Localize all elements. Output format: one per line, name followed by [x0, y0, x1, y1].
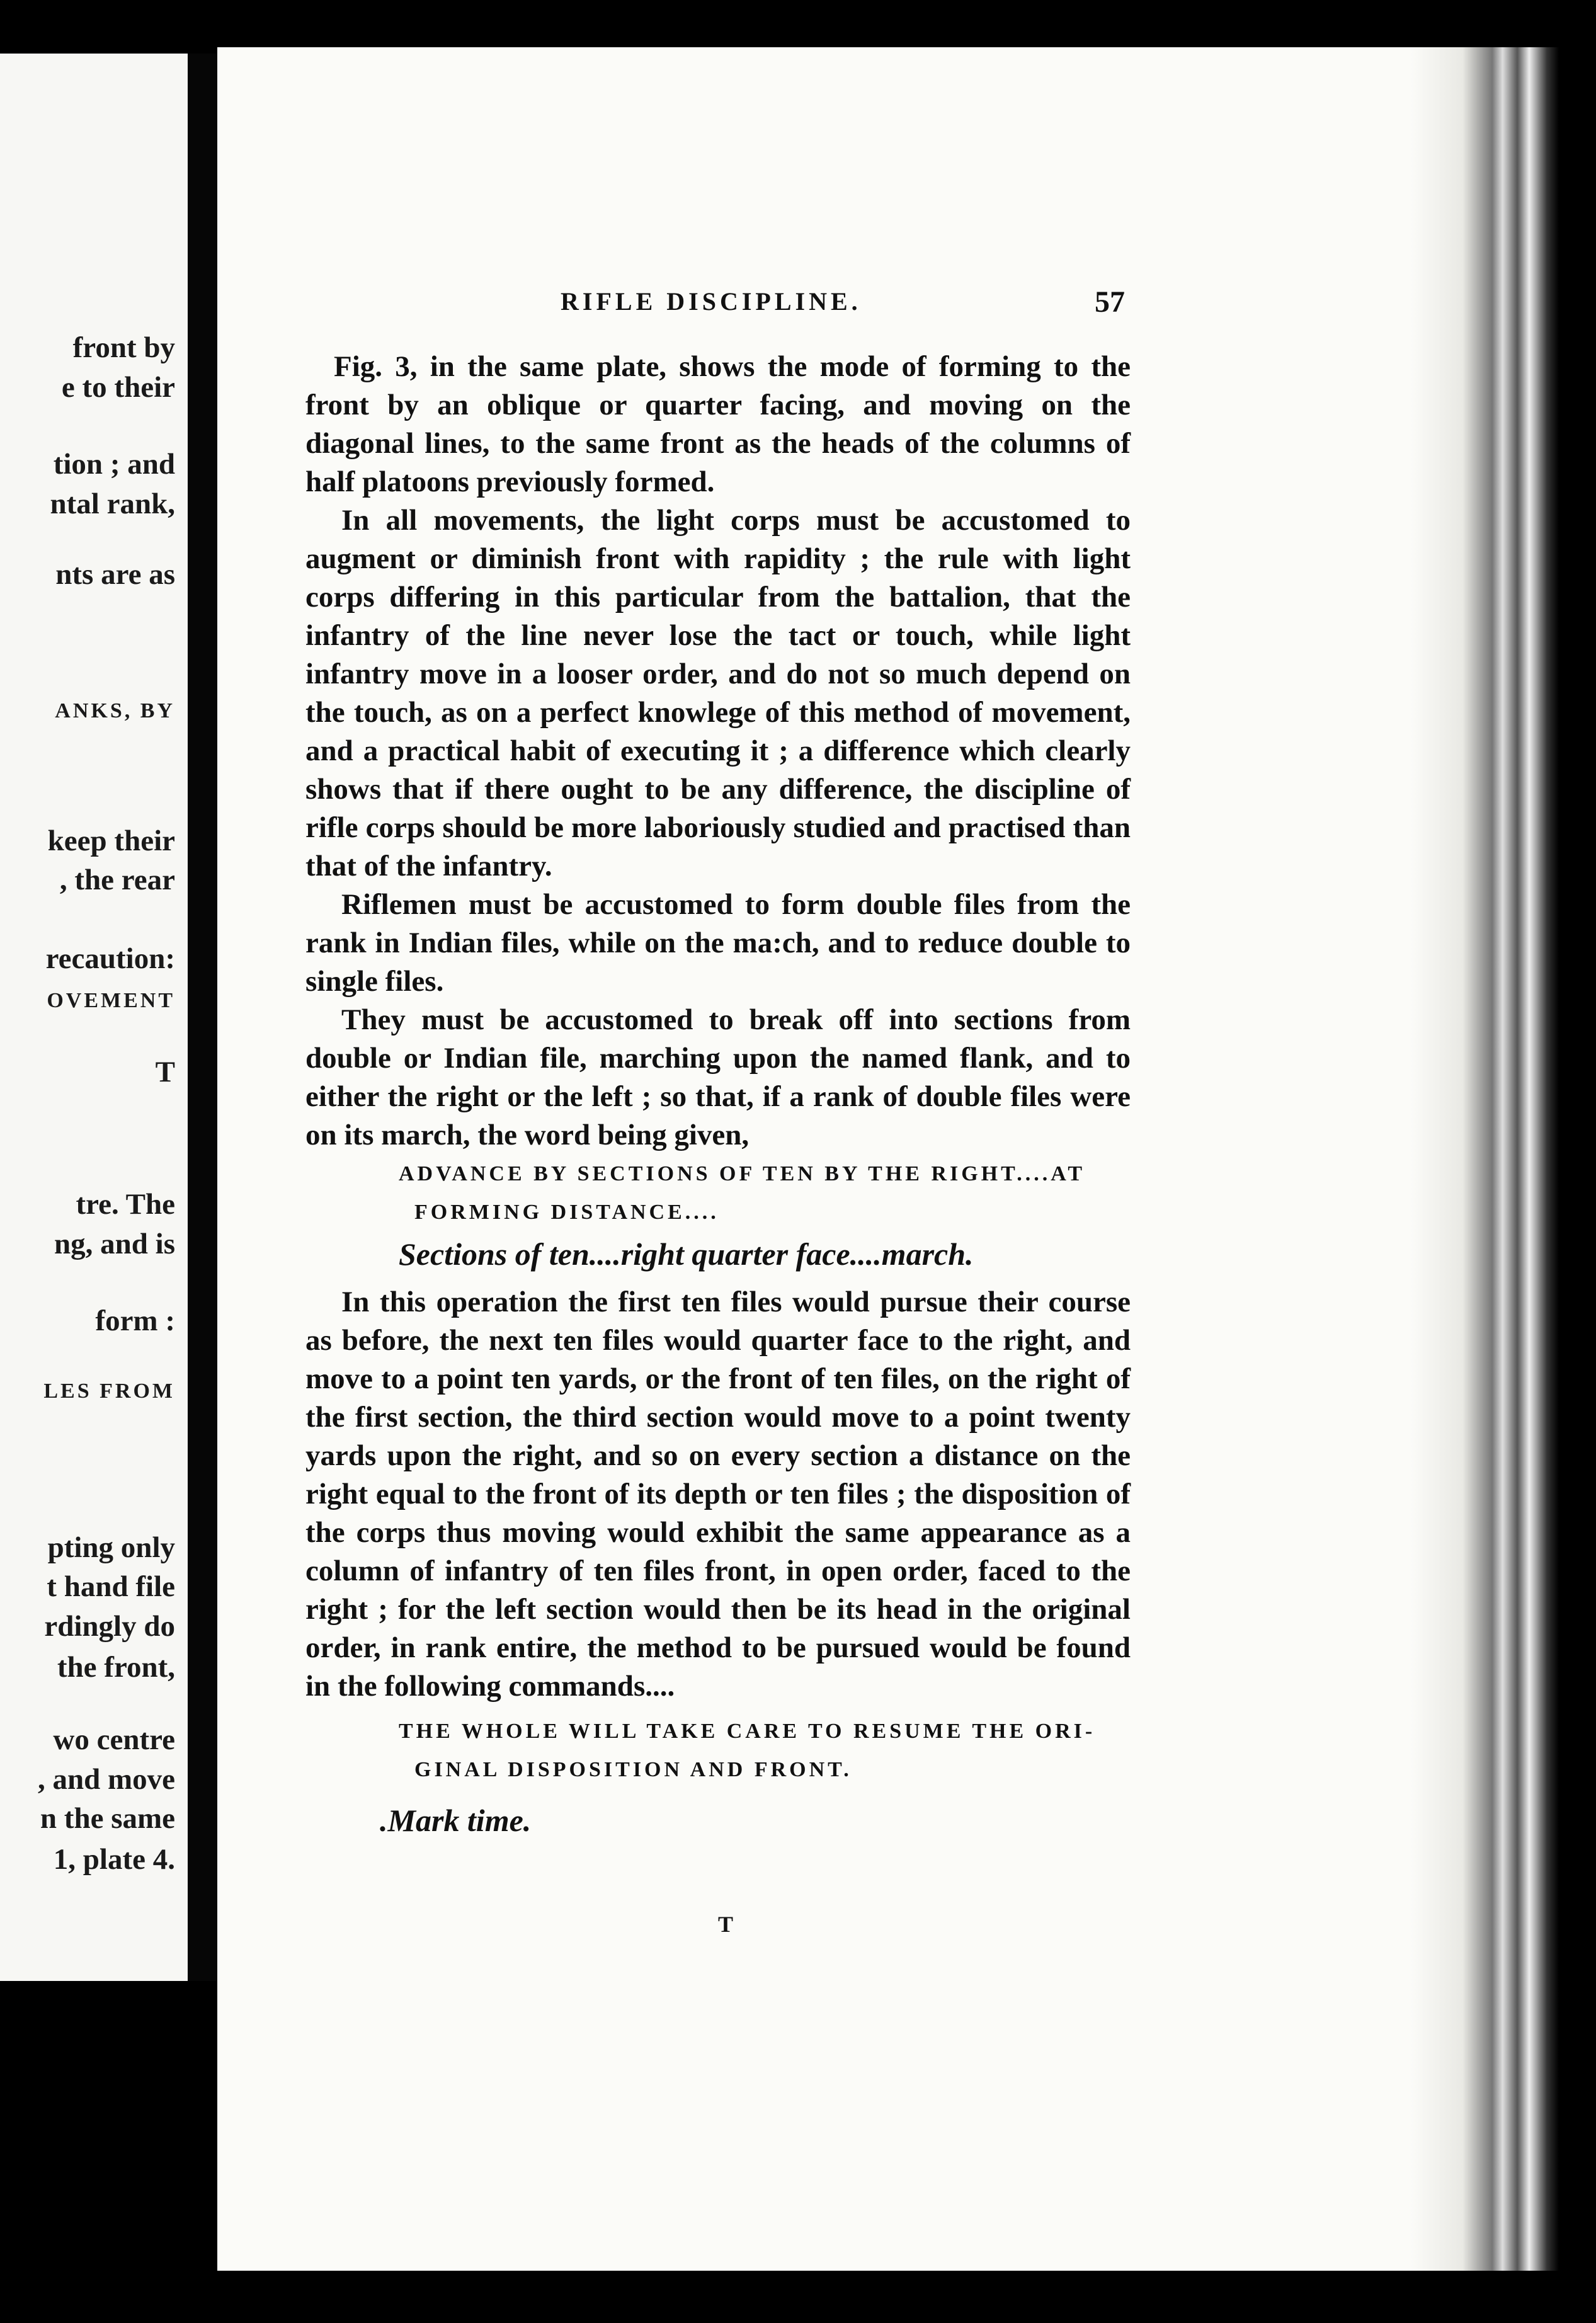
- facing-page-line: n the same: [40, 1802, 175, 1835]
- facing-page-line: e to their: [61, 371, 175, 404]
- book-gutter: [188, 54, 217, 1981]
- facing-page-line: rdingly do: [44, 1610, 175, 1643]
- facing-page-line: ntal rank,: [50, 488, 175, 520]
- facing-page-line: , and move: [37, 1763, 175, 1796]
- paragraph: In this operation the first ten files would pursue their course as before, the next ten files would quarter face to the right, and move to a point ten yards, or the front of ten files, on the right of the first section, the third section would move to a point twenty yards upon the right, and so on every section a distance on the right equal to the front of its depth or ten files ; the disposition of the corps thus moving would exhibit the same appearance as a column of infantry of ten files front, in open order, faced to the right ; for the left section would then be its head in the original order, in rank entire, the method to be pursued would be found in the following commands....: [305, 1286, 1131, 1703]
- word-of-command: Sections of ten....right quarter face....march.: [399, 1236, 974, 1272]
- facing-page-line: recaution:: [45, 942, 175, 975]
- paragraph: In all movements, the light corps must be accustomed to augment or diminish front with rapidity ; the rule with light corps differing in this particular from the battalion, that the infantry of the line never lose the tact or touch, while light infantry move in a looser order, and do not so much depend on the touch, as on a perfect knowlege of this method of movement, and a practical habit of executing it ; a difference which clearly shows that if there ought to be any difference, the discipline of rifle corps should be more laboriously studied and practised than that of the infantry.: [305, 504, 1131, 882]
- facing-page-line: 1, plate 4.: [53, 1843, 175, 1876]
- facing-page-line: t hand file: [47, 1570, 175, 1603]
- facing-page-line: nts are as: [55, 558, 175, 591]
- facing-page-line: pting only: [47, 1531, 175, 1564]
- facing-page-line: LES FROM: [43, 1379, 175, 1403]
- facing-page-fragment: [0, 54, 188, 1981]
- facing-page-line: the front,: [57, 1651, 175, 1684]
- facing-page-line: form :: [95, 1304, 175, 1337]
- paragraph: They must be accustomed to break off into sections from double or Indian file, marching upon the named flank, and to either the right or the left ; so that, if a rank of double files were on its march, the word being given,: [305, 1003, 1131, 1151]
- page-edge-shadow: [1411, 47, 1559, 2271]
- facing-page-line: ANKS, BY: [55, 699, 175, 722]
- facing-page-line: front by: [72, 331, 175, 364]
- command: [305, 1712, 1131, 1789]
- facing-page-line: keep their: [47, 825, 175, 857]
- facing-page-line: tion ; and: [53, 448, 175, 481]
- body-text: [305, 348, 1131, 1843]
- page-number: 57: [1095, 285, 1125, 319]
- command-line: THE WHOLE WILL TAKE CARE TO RESUME THE ORI-: [399, 1720, 1096, 1743]
- facing-page-line: wo centre: [53, 1723, 175, 1756]
- word-of-command: .Mark time.: [380, 1803, 532, 1838]
- signature-mark: T: [718, 1912, 734, 1937]
- paragraph: Fig. 3, in the same plate, shows the mode of forming to the front by an oblique or quarter facing, and moving on the diagonal lines, to the same front as the heads of the columns of half platoons previously formed.: [305, 350, 1131, 498]
- command-line: FORMING DISTANCE....: [414, 1201, 719, 1224]
- facing-page-line: ng, and is: [54, 1228, 175, 1260]
- facing-page-line: , the rear: [59, 864, 175, 896]
- command-line: GINAL DISPOSITION AND FRONT.: [414, 1758, 852, 1781]
- paragraph: Riflemen must be accustomed to form double files from the rank in Indian files, while on the ma:ch, and to reduce double to single files.: [305, 888, 1131, 998]
- facing-page-line: OVEMENT: [47, 989, 175, 1012]
- running-head: RIFLE DISCIPLINE.: [561, 287, 862, 316]
- command-line: ADVANCE BY SECTIONS OF TEN BY THE RIGHT....AT: [399, 1162, 1085, 1185]
- facing-page-line: tre. The: [76, 1188, 175, 1221]
- facing-page-line: T: [155, 1056, 175, 1088]
- command: [305, 1155, 1131, 1231]
